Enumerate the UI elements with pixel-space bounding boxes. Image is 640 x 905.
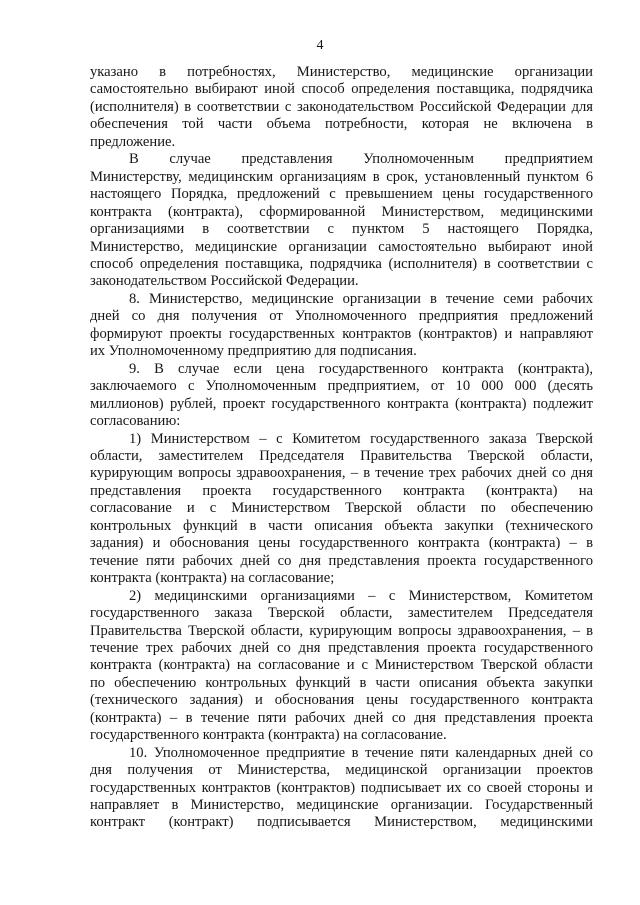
text-line: контракта (контракта), сформированной Министерством, медицинскими bbox=[90, 203, 593, 220]
text-line: организациями в соответствии с пунктом 5 настоящего Порядка, bbox=[90, 221, 593, 238]
paragraph-item-10 bbox=[90, 745, 593, 832]
text-line: (контракта) – в течение пяти рабочих дней со дня представления проекта bbox=[90, 709, 593, 726]
text-line: согласованию: bbox=[90, 413, 181, 430]
text-line: 1) Министерством – с Комитетом государственного заказа Тверской bbox=[129, 430, 593, 447]
text-line: контрольных функций в части описания объекта закупки (технического bbox=[90, 517, 593, 534]
paragraph-price-exceeded bbox=[90, 151, 593, 291]
text-line: самостоятельно выбирают иной способ определения поставщика, подрядчика bbox=[90, 81, 593, 98]
text-line: их Уполномоченному предприятию для подписания. bbox=[90, 343, 417, 360]
text-line: дня получения от Министерства, медицинской организации проектов bbox=[90, 762, 593, 779]
paragraph-continuation bbox=[90, 64, 593, 151]
text-line: течение пяти рабочих дней со дня представления проекта государственного bbox=[90, 552, 593, 569]
text-line: формируют проекты государственных контрактов (контрактов) и направляют bbox=[90, 325, 593, 342]
text-line: государственного контракта (контракта) на согласование. bbox=[90, 727, 447, 744]
text-line: контракт (контракт) подписывается Министерством, медицинскими bbox=[90, 814, 593, 831]
text-line: (технического задания) и обоснования цены государственного контракта bbox=[90, 692, 593, 709]
paragraph-item-9 bbox=[90, 361, 593, 431]
text-line: Министерство, медицинские организации самостоятельно выбирают иной bbox=[90, 238, 593, 255]
text-line: Министерству, медицинским организациям в срок, установленный пунктом 6 bbox=[90, 168, 593, 185]
document-body bbox=[90, 64, 593, 832]
text-line: курирующим вопросы здравоохранения, – в течение трех рабочих дней со дня bbox=[90, 465, 593, 482]
paragraph-item-8 bbox=[90, 291, 593, 361]
text-line: (исполнителя) в соответствии с законодательством Российской Федерации для bbox=[90, 98, 593, 115]
text-line: задания) и обоснования цены государственного контракта (контракта) – в bbox=[90, 535, 593, 552]
paragraph-item-9-2 bbox=[90, 588, 593, 745]
paragraph-item-9-1 bbox=[90, 431, 593, 588]
text-line: 2) медицинскими организациями – с Министерством, Комитетом bbox=[129, 587, 593, 604]
text-line: заключаемого с Уполномоченным предприятием, от 10 000 000 (десять bbox=[90, 378, 593, 395]
text-line: законодательством Российской Федерации. bbox=[90, 273, 359, 290]
text-line: дней со дня получения от Уполномоченного предприятия предложений bbox=[90, 308, 593, 325]
page-number: 4 bbox=[316, 38, 324, 53]
text-line: миллионов) рублей, проект государственного контракта (контракта) подлежит bbox=[90, 395, 593, 412]
text-line: государственных контрактов (контрактов) подписывает их со своей стороны и bbox=[90, 779, 593, 796]
text-line: В случае представления Уполномоченным предприятием bbox=[129, 151, 593, 168]
text-line: обеспечения той части объема потребности, которая не включена в bbox=[90, 116, 593, 133]
text-line: указано в потребностях, Министерство, медицинские организации bbox=[90, 64, 593, 80]
text-line: согласование и с Министерством Тверской области по обеспечению bbox=[90, 500, 593, 517]
text-line: по обеспечению контрольных функций в части описания объекта закупки bbox=[90, 674, 593, 691]
text-line: Правительства Тверской области, курирующим вопросы здравоохранения, – в bbox=[90, 622, 593, 639]
text-line: контракта (контракта) на согласование; bbox=[90, 570, 335, 587]
text-line: предложение. bbox=[90, 133, 176, 150]
text-line: представления проекта государственного контракта (контракта) на bbox=[90, 482, 593, 499]
text-line: течение трех рабочих дней со дня представления проекта государственного bbox=[90, 639, 593, 656]
text-line: контракта (контракта) на согласование и с Министерством Тверской области bbox=[90, 657, 593, 674]
text-line: государственного заказа Тверской области, заместителем Председателя bbox=[90, 605, 593, 622]
text-line: 10. Уполномоченное предприятие в течение пяти календарных дней со bbox=[129, 744, 593, 761]
text-line: настоящего Порядка, предложений с превышением цены государственного bbox=[90, 186, 593, 203]
text-line: области, заместителем Председателя Правительства Тверской области, bbox=[90, 447, 593, 464]
text-line: способ определения поставщика, подрядчика (исполнителя) в соответствии с bbox=[90, 255, 593, 272]
text-line: 8. Министерство, медицинские организации в течение семи рабочих bbox=[129, 290, 593, 307]
text-line: направляет в Министерство, медицинские организации. Государственный bbox=[90, 797, 593, 814]
text-line: 9. В случае если цена государственного контракта (контракта), bbox=[129, 360, 593, 377]
